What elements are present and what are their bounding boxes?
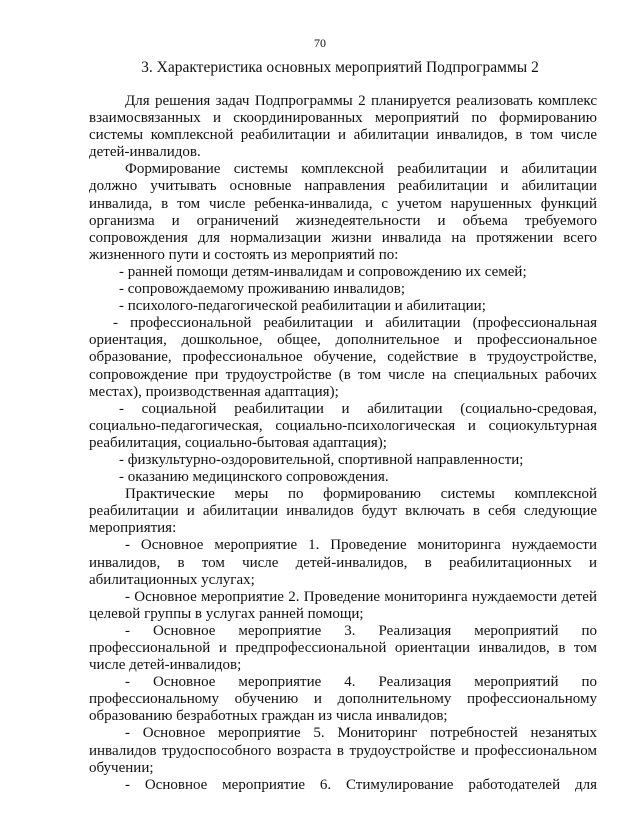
measure-5: - Основное мероприятие 5. Мониторинг потребностей незанятых инвалидов трудоспособного возраста в трудоустройстве и профессиональном обучении; xyxy=(89,725,597,776)
measure-6: - Основное мероприятие 6. Стимулирование работодателей для xyxy=(125,776,597,793)
list-item-social-rehab: - социальной реабилитации и абилитации (социально-средовая, социально-педагогическая, социально-психологическая и социокультурная реабилитация, социально-бытовая адаптация); xyxy=(89,400,597,451)
list-item-sports: - физкультурно-оздоровительной, спортивной направленности; xyxy=(119,451,524,468)
measure-2: - Основное мероприятие 2. Проведение мониторинга нуждаемости детей целевой группы в услугах ранней помощи; xyxy=(89,588,597,622)
paragraph-formation: Формирование системы комплексной реабилитации и абилитации должно учитывать основные направления реабилитации и абилитации инвалида, в том числе ребенка-инвалида, с учетом нарушенных функций организма и ограничений жизнедеятельности и объема требуемого сопровождения для нормализации жизни инвалида на протяжении всего жизненного пути и состоять из мероприятий по: xyxy=(89,161,597,263)
measure-1: - Основное мероприятие 1. Проведение мониторинга нуждаемости инвалидов, в том числе детей-инвалидов, в реабилитационных и абилитационных услугах; xyxy=(89,537,597,588)
measure-4: - Основное мероприятие 4. Реализация мероприятий по профессиональному обучению и дополнительному профессиональному образованию безработных граждан из числа инвалидов; xyxy=(89,674,597,725)
paragraph-intro: Для решения задач Подпрограммы 2 планируется реализовать комплекс взаимосвязанных и скоординированных мероприятий по формированию системы комплексной реабилитации и абилитации инвалидов, в том числе детей-инвалидов. xyxy=(89,93,597,161)
document-body xyxy=(89,93,597,794)
measure-3: - Основное мероприятие 3. Реализация мероприятий по профессиональной и предпрофессиональной ориентации инвалидов, в том числе детей-инвалидов; xyxy=(89,622,597,674)
list-item-professional-rehab: - профессиональной реабилитации и абилитации (профессиональная ориентация, дошкольное, общее, дополнительное и профессиональное образование, профессиональное обучение, содействие в трудоустройстве, сопровождение при трудоустройстве (в том числе на специальных рабочих местах), производственная адаптация); xyxy=(89,315,597,400)
list-item-medical: - оказанию медицинского сопровождения. xyxy=(119,469,389,486)
page-number: 70 xyxy=(314,36,326,50)
list-item-psychological-rehab: - психолого-педагогической реабилитации и абилитации; xyxy=(119,298,486,315)
section-title: 3. Характеристика основных мероприятий Подпрограммы 2 xyxy=(141,59,539,76)
paragraph-practical-measures: Практические меры по формированию системы комплексной реабилитации и абилитации инвалидов будут включать в себя следующие мероприятия: xyxy=(89,486,597,537)
list-item-early-help: - ранней помощи детям-инвалидам и сопровождению их семей; xyxy=(119,263,527,280)
list-item-supported-living: - сопровождаемому проживанию инвалидов; xyxy=(119,281,406,298)
